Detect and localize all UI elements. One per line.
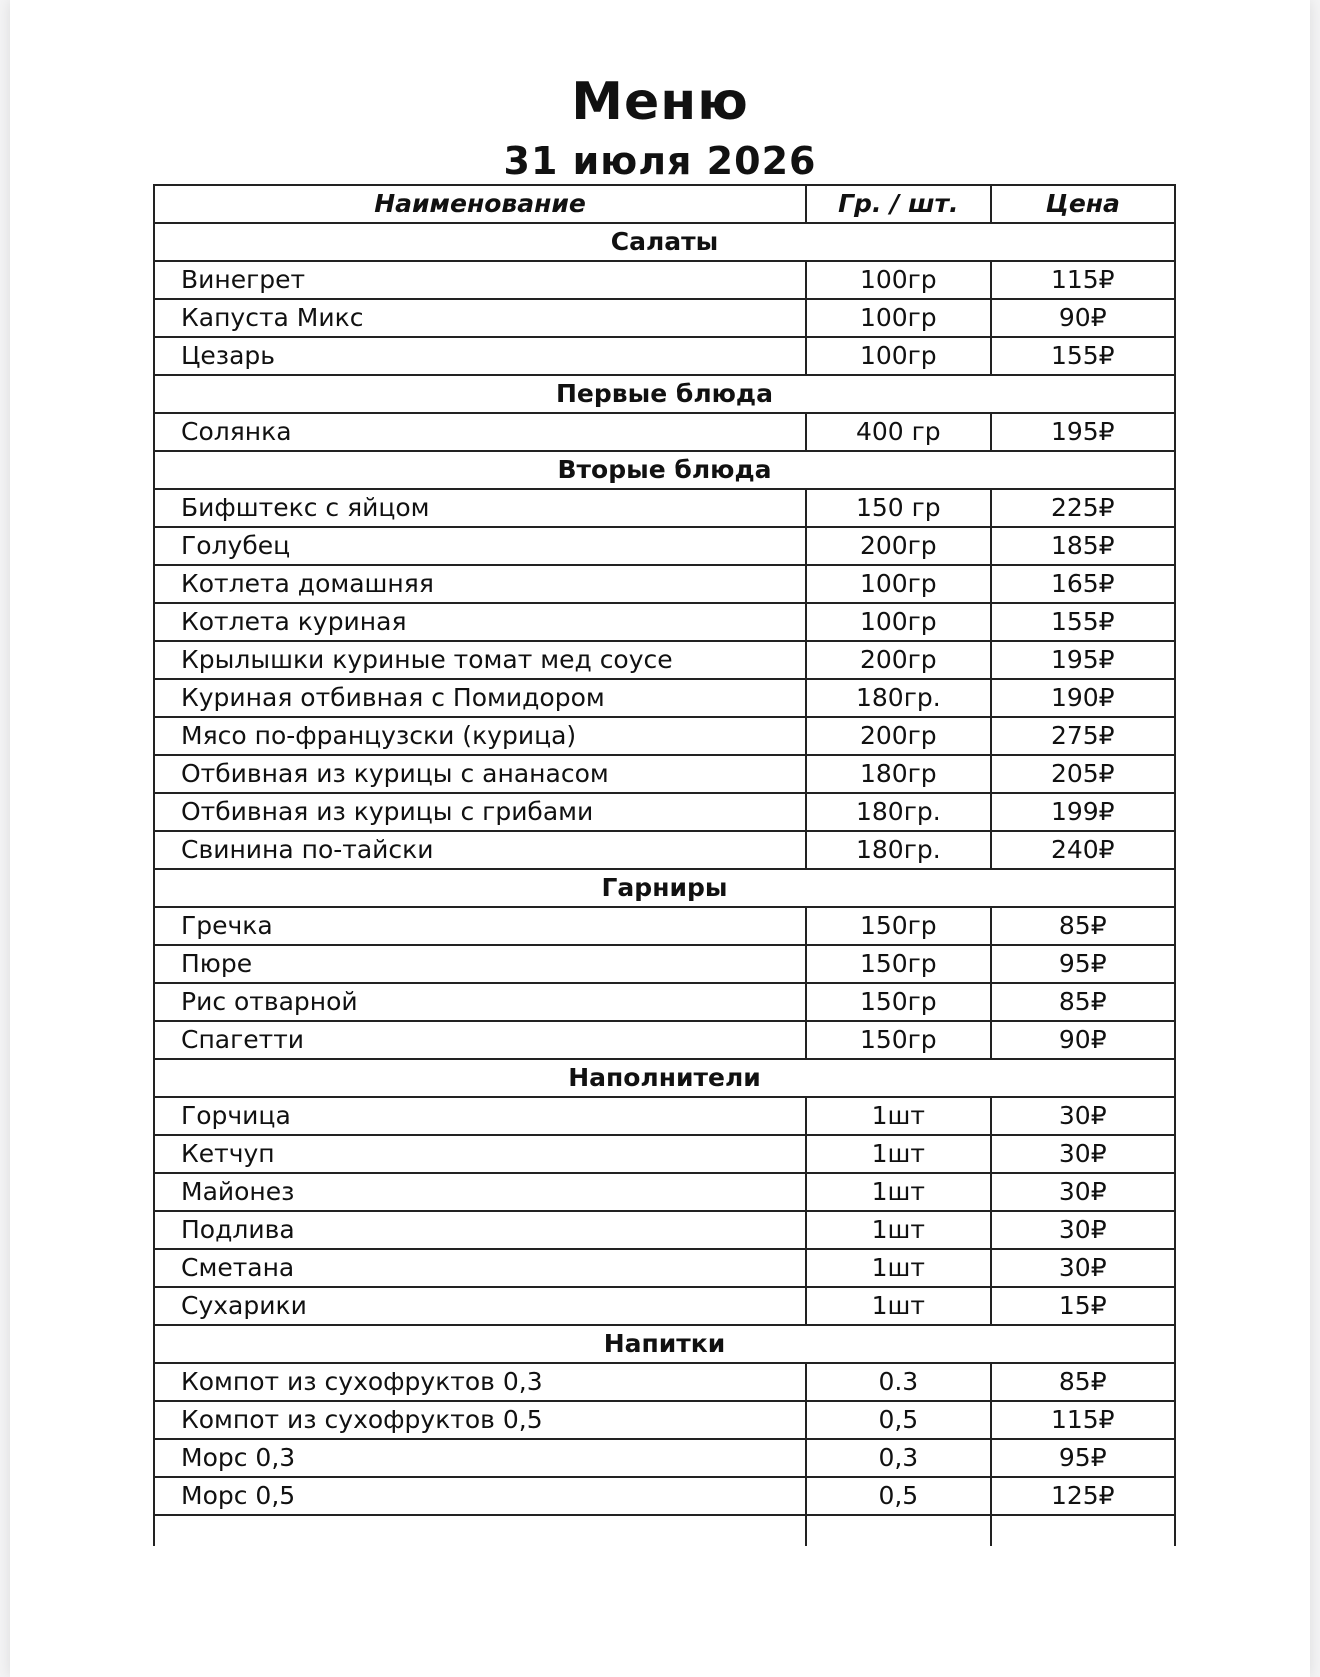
item-name: Котлета домашняя: [154, 565, 806, 603]
item-price: 115₽: [991, 261, 1175, 299]
menu-item-row: [154, 1363, 1175, 1401]
empty-row: [154, 1515, 1175, 1546]
item-price: 195₽: [991, 413, 1175, 451]
column-header-name: Наименование: [154, 185, 806, 223]
item-name: Компот из сухофруктов 0,3: [154, 1363, 806, 1401]
item-weight: 200гр: [806, 527, 990, 565]
category-title: Гарниры: [154, 869, 1175, 907]
item-name: Котлета куриная: [154, 603, 806, 641]
item-price: 15₽: [991, 1287, 1175, 1325]
item-name: Свинина по-тайски: [154, 831, 806, 869]
item-name: Майонез: [154, 1173, 806, 1211]
menu-item-row: [154, 1211, 1175, 1249]
menu-item-row: [154, 907, 1175, 945]
item-weight: 100гр: [806, 299, 990, 337]
table-header-row: [154, 185, 1175, 223]
item-weight: 1шт: [806, 1135, 990, 1173]
item-weight: 400 гр: [806, 413, 990, 451]
menu-item-row: [154, 1173, 1175, 1211]
item-price: 195₽: [991, 641, 1175, 679]
empty-cell: [991, 1515, 1175, 1546]
menu-page: [10, 0, 1310, 1677]
item-name: Отбивная из курицы с ананасом: [154, 755, 806, 793]
item-weight: 180гр: [806, 755, 990, 793]
item-price: 185₽: [991, 527, 1175, 565]
item-name: Морс 0,3: [154, 1439, 806, 1477]
category-row: [154, 869, 1175, 907]
item-name: Винегрет: [154, 261, 806, 299]
item-weight: 1шт: [806, 1173, 990, 1211]
item-weight: 0.3: [806, 1363, 990, 1401]
item-name: Отбивная из курицы с грибами: [154, 793, 806, 831]
item-name: Морс 0,5: [154, 1477, 806, 1515]
item-price: 30₽: [991, 1097, 1175, 1135]
item-weight: 1шт: [806, 1249, 990, 1287]
item-price: 95₽: [991, 945, 1175, 983]
category-row: [154, 223, 1175, 261]
item-weight: 180гр.: [806, 831, 990, 869]
item-name: Бифштекс с яйцом: [154, 489, 806, 527]
category-title: Вторые блюда: [154, 451, 1175, 489]
item-name: Крылышки куриные томат мед соусе: [154, 641, 806, 679]
menu-item-row: [154, 679, 1175, 717]
item-price: 275₽: [991, 717, 1175, 755]
item-weight: 150гр: [806, 1021, 990, 1059]
menu-item-row: [154, 413, 1175, 451]
item-weight: 180гр.: [806, 793, 990, 831]
category-row: [154, 451, 1175, 489]
item-price: 85₽: [991, 983, 1175, 1021]
menu-item-row: [154, 1401, 1175, 1439]
item-name: Пюре: [154, 945, 806, 983]
item-price: 225₽: [991, 489, 1175, 527]
item-name: Компот из сухофруктов 0,5: [154, 1401, 806, 1439]
item-name: Подлива: [154, 1211, 806, 1249]
menu-item-row: [154, 337, 1175, 375]
item-weight: 100гр: [806, 261, 990, 299]
item-price: 205₽: [991, 755, 1175, 793]
item-price: 115₽: [991, 1401, 1175, 1439]
item-name: Куриная отбивная с Помидором: [154, 679, 806, 717]
item-price: 90₽: [991, 299, 1175, 337]
item-name: Горчица: [154, 1097, 806, 1135]
menu-item-row: [154, 489, 1175, 527]
item-name: Голубец: [154, 527, 806, 565]
item-name: Цезарь: [154, 337, 806, 375]
menu-item-row: [154, 1439, 1175, 1477]
menu-item-row: [154, 261, 1175, 299]
item-weight: 1шт: [806, 1211, 990, 1249]
menu-item-row: [154, 1477, 1175, 1515]
category-title: Наполнители: [154, 1059, 1175, 1097]
item-name: Сухарики: [154, 1287, 806, 1325]
item-price: 90₽: [991, 1021, 1175, 1059]
item-price: 30₽: [991, 1249, 1175, 1287]
item-price: 30₽: [991, 1135, 1175, 1173]
item-name: Спагетти: [154, 1021, 806, 1059]
menu-item-row: [154, 1249, 1175, 1287]
item-price: 30₽: [991, 1211, 1175, 1249]
menu-item-row: [154, 945, 1175, 983]
item-weight: 100гр: [806, 565, 990, 603]
item-name: Солянка: [154, 413, 806, 451]
item-weight: 0,3: [806, 1439, 990, 1477]
menu-item-row: [154, 1097, 1175, 1135]
menu-date: 31 июля 2026: [503, 139, 817, 183]
item-weight: 200гр: [806, 717, 990, 755]
menu-item-row: [154, 793, 1175, 831]
item-weight: 150гр: [806, 983, 990, 1021]
menu-item-row: [154, 603, 1175, 641]
item-price: 155₽: [991, 603, 1175, 641]
item-price: 240₽: [991, 831, 1175, 869]
menu-item-row: [154, 831, 1175, 869]
item-weight: 180гр.: [806, 679, 990, 717]
item-price: 95₽: [991, 1439, 1175, 1477]
item-price: 155₽: [991, 337, 1175, 375]
empty-cell: [154, 1515, 806, 1546]
item-name: Рис отварной: [154, 983, 806, 1021]
category-row: [154, 375, 1175, 413]
item-weight: 1шт: [806, 1097, 990, 1135]
column-header-price: Цена: [991, 185, 1175, 223]
menu-item-row: [154, 1135, 1175, 1173]
item-name: Мясо по-французски (курица): [154, 717, 806, 755]
item-weight: 0,5: [806, 1477, 990, 1515]
item-price: 199₽: [991, 793, 1175, 831]
item-weight: 150гр: [806, 945, 990, 983]
empty-cell: [806, 1515, 990, 1546]
item-weight: 150гр: [806, 907, 990, 945]
category-title: Напитки: [154, 1325, 1175, 1363]
menu-item-row: [154, 299, 1175, 337]
item-price: 85₽: [991, 1363, 1175, 1401]
page-title: Меню: [571, 72, 749, 132]
item-weight: 150 гр: [806, 489, 990, 527]
item-price: 190₽: [991, 679, 1175, 717]
menu-item-row: [154, 1021, 1175, 1059]
item-price: 125₽: [991, 1477, 1175, 1515]
column-header-weight: Гр. / шт.: [806, 185, 990, 223]
menu-item-row: [154, 641, 1175, 679]
menu-item-row: [154, 983, 1175, 1021]
category-row: [154, 1059, 1175, 1097]
item-price: 165₽: [991, 565, 1175, 603]
item-name: Кетчуп: [154, 1135, 806, 1173]
item-weight: 200гр: [806, 641, 990, 679]
menu-table-body: [154, 223, 1175, 1546]
menu-item-row: [154, 1287, 1175, 1325]
item-price: 85₽: [991, 907, 1175, 945]
item-price: 30₽: [991, 1173, 1175, 1211]
item-name: Гречка: [154, 907, 806, 945]
category-row: [154, 1325, 1175, 1363]
category-title: Салаты: [154, 223, 1175, 261]
menu-item-row: [154, 755, 1175, 793]
item-weight: 1шт: [806, 1287, 990, 1325]
item-weight: 0,5: [806, 1401, 990, 1439]
category-title: Первые блюда: [154, 375, 1175, 413]
menu-item-row: [154, 565, 1175, 603]
menu-item-row: [154, 717, 1175, 755]
item-weight: 100гр: [806, 337, 990, 375]
menu-item-row: [154, 527, 1175, 565]
item-name: Капуста Микс: [154, 299, 806, 337]
menu-table: [153, 184, 1176, 1546]
item-name: Сметана: [154, 1249, 806, 1287]
item-weight: 100гр: [806, 603, 990, 641]
